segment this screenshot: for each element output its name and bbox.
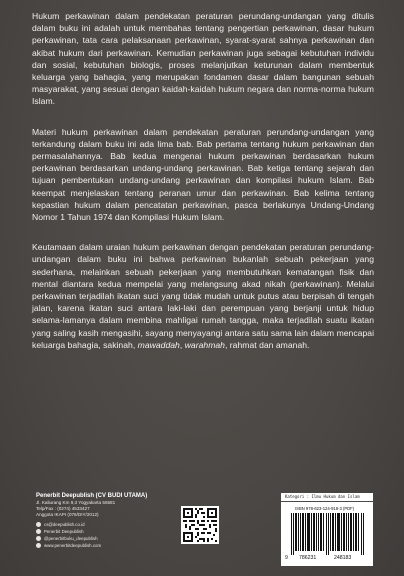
barcode-group-2: 248183 — [334, 555, 352, 561]
contact-website-text: www.penerbitdeepublish.com — [44, 542, 102, 548]
paragraph-3-separator: , — [179, 339, 185, 350]
synopsis — [32, 10, 374, 369]
facebook-icon — [36, 529, 41, 534]
barcode-group-1: 786231 — [299, 555, 317, 561]
paragraph-3-text: Keutamaan dalam uraian hukum perkawinan dengan pendekatan peraturan perundang-undangan dalam buku ini bahwa perkawinan bukanlah sebuah pekerjaan yang sederhana, melainkan sebuah pekerjaan yang membutuhkan kematangan fisik dan mental diantara kedua mempelai yang melangsung akad nikah (perkawinan). Melalui perkawinan terjadilah ikatan suci yang tidak mudah untuk putus atau berpisah di tengah jalan, karena ikatan suci antara laki-laki dan perempuan yang berjanji untuk hidup selama-lamanya dalam membina mahligai rumah tangga, maka terjadilah suatu ikatan yang saling kasih mengasihi, sayang menyayangi antara satu sama lain dalam mencapai keluarga bahagia, sakinah, — [32, 242, 374, 350]
italic-term-mawaddah: mawaddah — [137, 339, 180, 350]
contact-instagram — [36, 535, 156, 542]
barcode-area — [281, 502, 373, 566]
publisher-contacts — [36, 521, 156, 549]
italic-term-warahmah: warahmah — [184, 339, 225, 350]
paragraph-3-ending: , rahmat dan amanah. — [224, 339, 310, 350]
isbn-barcode-block — [281, 493, 373, 566]
footer — [0, 488, 404, 576]
contact-facebook — [36, 528, 156, 535]
contact-email-text: cs@deepublish.co.id — [44, 521, 85, 527]
publisher-address: Jl. Kaliurang Km 9,3 Yogyakarta 55581 — [36, 500, 116, 505]
category-label: Kategori : Ilmu Hukum dan Islam — [281, 493, 373, 502]
barcode-icon — [291, 513, 365, 555]
globe-icon — [36, 543, 41, 548]
synopsis-paragraph-2: Materi hukum perkawinan dalam pendekatan peraturan perundang-undangan yang terkandung dalam buku ini ada lima bab. Bab pertama tentang hukum perkawinan dan permasalahannya. Bab kedua mengenai hukum perkawinan berdasarkan hukum perkawinan berdasarkan undang-undang perkawinan. Bab ketiga tentang sejarah dan tujuan pembentukan undang-undang perkawinan dan kompilasi hukum Islam. Bab keempat menjelaskan tentang peranan umur dan perkawinan. Bab kelima tentang kepastian hukum dalam pencatatan perkawinan, pasca berlakunya Undang-Undang Nomor 1 Tahun 1974 dan Kompilasi Hukum Islam. — [32, 126, 374, 223]
instagram-icon — [36, 536, 41, 541]
contact-instagram-text: @penerbitbuku_deepublish — [44, 535, 98, 541]
barcode-lead-digit: 9 — [285, 555, 288, 561]
contact-website — [36, 542, 156, 549]
synopsis-paragraph-1: Hukum perkawinan dalam pendekatan peraturan perundang-undangan yang ditulis dalam buku ini adalah untuk membahas tentang pengertian perkawinan, dasar hukum perkawinan, tata cara pelaksanaan perkawinan, syarat-syarat sahnya perkawinan dan akibat hukum dari perkawinan. Kemudian perkawinan juga sebagai kebutuhan individu dan sosial, kebutuhan biologis, proses melanjutkan keturunan dalam membentuk keluarga yang bahagia, yang merupakan fondamen dasar dalam bangunan sebuah masyarakat, yang sesuai dengan kaidah-kaidah hukum negara dan norma-norma hukum Islam. — [32, 11, 374, 107]
contact-email — [36, 521, 156, 528]
publisher-name: Penerbit Deepublish (CV BUDI UTAMA) — [36, 493, 148, 499]
contact-facebook-text: Penerbit Deepublish — [44, 528, 84, 534]
qr-code-icon — [181, 506, 219, 544]
isbn-number: ISBN 978-623-124-918-3 (PDF) — [295, 506, 355, 511]
publisher-membership: Anggota IKAPI (076/DIY/2012) — [36, 512, 99, 517]
email-icon — [36, 522, 41, 527]
synopsis-paragraph-3 — [32, 241, 374, 351]
publisher-info — [36, 492, 156, 549]
publisher-phone: Telp/Fax : (0274) 4533427 — [36, 506, 90, 511]
